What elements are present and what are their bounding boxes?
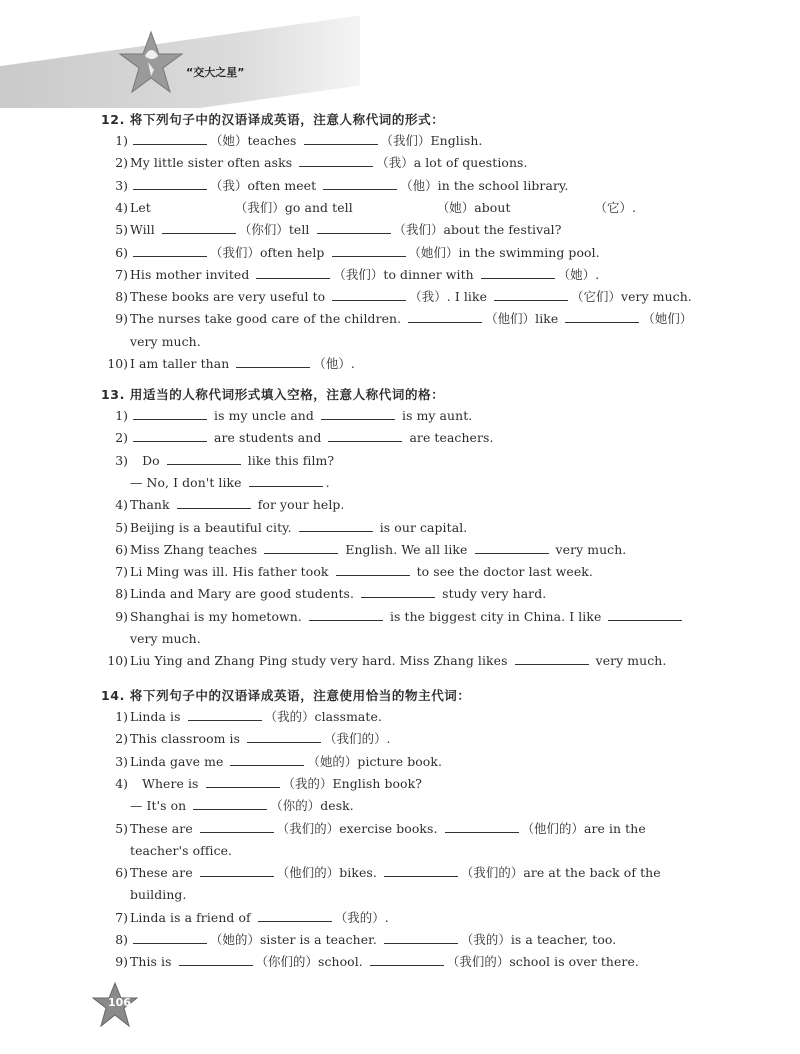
question-number: 1) — [115, 408, 128, 423]
question-text: is the biggest city in China. I like — [385, 608, 606, 624]
answer-blank[interactable] — [445, 820, 519, 833]
answer-blank[interactable] — [299, 154, 373, 167]
star-logo-icon — [118, 30, 184, 96]
question-number: 7) — [115, 564, 128, 580]
answer-blank[interactable] — [133, 931, 207, 944]
question-item — [103, 929, 703, 951]
answer-blank[interactable] — [408, 310, 482, 323]
question-number: 6) — [115, 541, 128, 557]
question-text: These are — [130, 820, 197, 836]
question-text: very much. — [130, 333, 201, 349]
question-item — [103, 773, 703, 795]
answer-blank[interactable] — [332, 288, 406, 301]
question-number: 10) — [107, 356, 128, 371]
answer-blank[interactable] — [249, 474, 323, 487]
brand-label: “交大之星” — [186, 66, 245, 79]
question-item — [103, 517, 703, 539]
question-text: Let — [130, 199, 155, 215]
answer-blank[interactable] — [133, 429, 207, 442]
answer-blank[interactable] — [384, 931, 458, 944]
question-item — [103, 175, 703, 197]
question-text: （我们）English. — [380, 133, 483, 148]
question-text: （她）teaches — [210, 133, 301, 148]
question-item — [103, 152, 703, 174]
question-text: （我们的）are at the back of the — [460, 865, 661, 881]
answer-blank[interactable] — [299, 519, 373, 532]
page-number: 106 — [108, 996, 131, 1009]
question-item — [103, 539, 703, 561]
question-text: （他）. — [313, 356, 355, 371]
header-banner — [0, 0, 360, 108]
answer-blank[interactable] — [230, 753, 304, 766]
question-text: teacher's office. — [130, 842, 233, 858]
answer-blank[interactable] — [494, 288, 568, 301]
question-text: （我们的）. — [324, 731, 391, 747]
question-item — [103, 353, 703, 375]
question-text: （我的）is a teacher, too. — [460, 932, 617, 947]
question-text: （它）. — [594, 199, 637, 215]
answer-blank[interactable] — [247, 730, 321, 743]
question-text: — No, I don't like — [130, 474, 246, 490]
question-item — [103, 219, 703, 241]
question-item-continuation — [103, 884, 703, 906]
question-text: is my aunt. — [397, 408, 473, 423]
question-text: （它们）very much. — [571, 289, 692, 305]
question-text: （他）in the school library. — [400, 177, 569, 193]
question-text: building. — [130, 887, 187, 903]
question-item — [103, 308, 703, 330]
question-text: （他们的）are in the — [521, 820, 646, 836]
question-text: （你们的）school. — [255, 954, 367, 970]
question-text: （我们）to dinner with — [333, 266, 478, 282]
question-text: — It's on — [130, 798, 191, 814]
question-text: is my uncle and — [210, 408, 318, 423]
answer-blank[interactable] — [133, 244, 207, 257]
answer-blank[interactable] — [328, 429, 402, 442]
question-text: Shanghai is my hometown. — [130, 608, 306, 624]
question-item — [103, 494, 703, 516]
answer-blank[interactable] — [200, 864, 274, 877]
question-item — [103, 130, 703, 152]
question-text: Liu Ying and Zhang Ping study very hard. Miss Zhang likes — [130, 653, 512, 669]
question-text: These books are very useful to — [130, 289, 330, 305]
question-text: This is — [130, 954, 176, 970]
question-text: for your help. — [253, 497, 345, 513]
answer-blank[interactable] — [515, 652, 589, 665]
question-text: study very hard. — [438, 586, 547, 602]
answer-blank[interactable] — [323, 177, 397, 190]
question-item — [103, 197, 703, 219]
answer-blank[interactable] — [167, 452, 241, 465]
answer-blank[interactable] — [360, 200, 434, 212]
question-item — [103, 405, 703, 427]
answer-blank[interactable] — [332, 244, 406, 257]
question-text: These are — [130, 865, 197, 881]
question-item — [103, 606, 703, 628]
question-item — [103, 728, 703, 750]
answer-blank[interactable] — [133, 177, 207, 190]
question-item-continuation — [103, 628, 703, 650]
question-item — [103, 583, 703, 605]
question-number: 2) — [115, 430, 128, 446]
question-text: Linda is — [130, 709, 185, 724]
question-number: 5) — [115, 222, 128, 238]
question-text: （我的）English book? — [282, 775, 422, 791]
answer-blank[interactable] — [236, 355, 310, 368]
question-text: Do — [130, 452, 164, 468]
question-text: very much. — [130, 631, 201, 646]
question-text: （我们）about the festival? — [393, 222, 562, 238]
answer-blank[interactable] — [481, 266, 555, 279]
answer-blank[interactable] — [321, 407, 395, 420]
question-text: （她）about — [436, 199, 515, 215]
question-item-continuation — [103, 331, 703, 353]
question-number: 4) — [115, 199, 128, 215]
question-text: （我们的）school is over there. — [446, 954, 639, 970]
question-item — [103, 286, 703, 308]
question-number: 3) — [115, 177, 128, 193]
answer-blank[interactable] — [608, 608, 682, 621]
question-text: Linda is a friend of — [130, 909, 255, 925]
answer-blank[interactable] — [206, 775, 280, 788]
question-text: （我们）often help — [210, 244, 329, 260]
section-title: 14. 将下列句子中的汉语译成英语，注意使用恰当的物主代词： — [101, 688, 471, 703]
question-number: 9) — [115, 954, 128, 970]
section-title: 13. 用适当的人称代词形式填入空格，注意人称代词的格： — [101, 387, 445, 402]
question-item-continuation — [103, 472, 703, 494]
question-number: 9) — [115, 311, 128, 327]
question-text: I am taller than — [130, 356, 234, 371]
question-text: （我们）go and tell — [234, 199, 357, 215]
question-number: 9) — [115, 608, 128, 624]
answer-blank[interactable] — [304, 132, 378, 145]
answer-blank[interactable] — [258, 909, 332, 922]
question-text: （我的）. — [334, 909, 389, 925]
question-item — [103, 951, 703, 973]
question-text: The nurses take good care of the children. — [130, 311, 406, 327]
answer-blank[interactable] — [177, 496, 251, 509]
question-text: . — [325, 474, 330, 490]
section-title: 12. 将下列句子中的汉语译成英语，注意人称代词的形式： — [101, 112, 445, 127]
question-number: 2) — [115, 731, 128, 747]
question-number: 6) — [115, 244, 128, 260]
answer-blank[interactable] — [162, 221, 236, 234]
question-text: （我）. I like — [409, 289, 492, 305]
question-number: 3) — [115, 452, 128, 468]
question-text: （她的）sister is a teacher. — [210, 932, 381, 947]
question-text: Where is — [130, 775, 203, 791]
question-text: （我）a lot of questions. — [376, 155, 528, 171]
question-text: （他们的）bikes. — [276, 865, 381, 881]
question-text: （她）. — [557, 266, 600, 282]
answer-blank[interactable] — [370, 953, 444, 966]
question-item — [103, 862, 703, 884]
question-number: 4) — [115, 497, 128, 513]
answer-blank[interactable] — [133, 132, 207, 145]
question-item-continuation — [103, 840, 703, 862]
question-text: （我们的）exercise books. — [276, 820, 442, 836]
question-text: My little sister often asks — [130, 155, 297, 171]
question-number: 10) — [107, 653, 128, 669]
question-item — [103, 264, 703, 286]
question-number: 5) — [115, 820, 128, 836]
question-number: 2) — [115, 155, 128, 171]
question-text: This classroom is — [130, 731, 245, 747]
question-number: 1) — [115, 709, 128, 724]
answer-blank[interactable] — [264, 541, 338, 554]
question-text: is our capital. — [375, 519, 468, 535]
question-number: 6) — [115, 865, 128, 881]
answer-blank[interactable] — [336, 563, 410, 576]
question-text: （她的）picture book. — [307, 753, 443, 769]
question-text: Li Ming was ill. His father took — [130, 564, 333, 580]
question-text: （她们）in the swimming pool. — [408, 244, 600, 260]
question-item — [103, 751, 703, 773]
question-text: English. We all like — [341, 541, 472, 557]
answer-blank[interactable] — [200, 820, 274, 833]
question-number: 4) — [115, 775, 128, 791]
answer-blank[interactable] — [179, 953, 253, 966]
question-text: Linda gave me — [130, 753, 228, 769]
answer-blank[interactable] — [188, 708, 262, 721]
question-item — [103, 907, 703, 929]
answer-blank[interactable] — [518, 200, 592, 212]
question-number: 1) — [115, 133, 128, 148]
question-text: very much. — [591, 653, 667, 669]
question-text: are students and — [210, 430, 326, 446]
question-text: Linda and Mary are good students. — [130, 586, 359, 602]
question-text: like this film? — [243, 452, 335, 468]
question-item — [103, 450, 703, 472]
answer-blank[interactable] — [133, 407, 207, 420]
answer-blank[interactable] — [317, 221, 391, 234]
question-item — [103, 561, 703, 583]
question-text: Beijing is a beautiful city. — [130, 519, 296, 535]
answer-blank[interactable] — [361, 585, 435, 598]
question-text: （你们）tell — [238, 222, 314, 238]
question-item — [103, 818, 703, 840]
question-item — [103, 427, 703, 449]
question-text: （你的）desk. — [270, 798, 354, 814]
question-text: very much. — [551, 541, 627, 557]
answer-blank[interactable] — [309, 608, 383, 621]
question-number: 7) — [115, 909, 128, 925]
question-text: Miss Zhang teaches — [130, 541, 262, 557]
question-text: Thank — [130, 497, 174, 513]
question-text: His mother invited — [130, 266, 254, 282]
question-number: 8) — [115, 932, 128, 947]
question-text: （我的）classmate. — [264, 709, 382, 724]
question-number: 8) — [115, 289, 128, 305]
question-item — [103, 242, 703, 264]
question-number: 5) — [115, 519, 128, 535]
question-text: to see the doctor last week. — [412, 564, 593, 580]
question-item — [103, 706, 703, 728]
question-number: 8) — [115, 586, 128, 602]
question-number: 7) — [115, 266, 128, 282]
answer-blank[interactable] — [158, 200, 232, 212]
question-text: （她们） — [642, 311, 693, 327]
answer-blank[interactable] — [565, 310, 639, 323]
question-text: （我）often meet — [210, 177, 321, 193]
answer-blank[interactable] — [193, 797, 267, 810]
question-text: Will — [130, 222, 159, 238]
answer-blank[interactable] — [384, 864, 458, 877]
question-text: （他们）like — [485, 311, 563, 327]
question-item-continuation — [103, 795, 703, 817]
answer-blank[interactable] — [475, 541, 549, 554]
question-text: are teachers. — [405, 430, 494, 446]
question-item — [103, 650, 703, 672]
question-number: 3) — [115, 753, 128, 769]
answer-blank[interactable] — [256, 266, 330, 279]
